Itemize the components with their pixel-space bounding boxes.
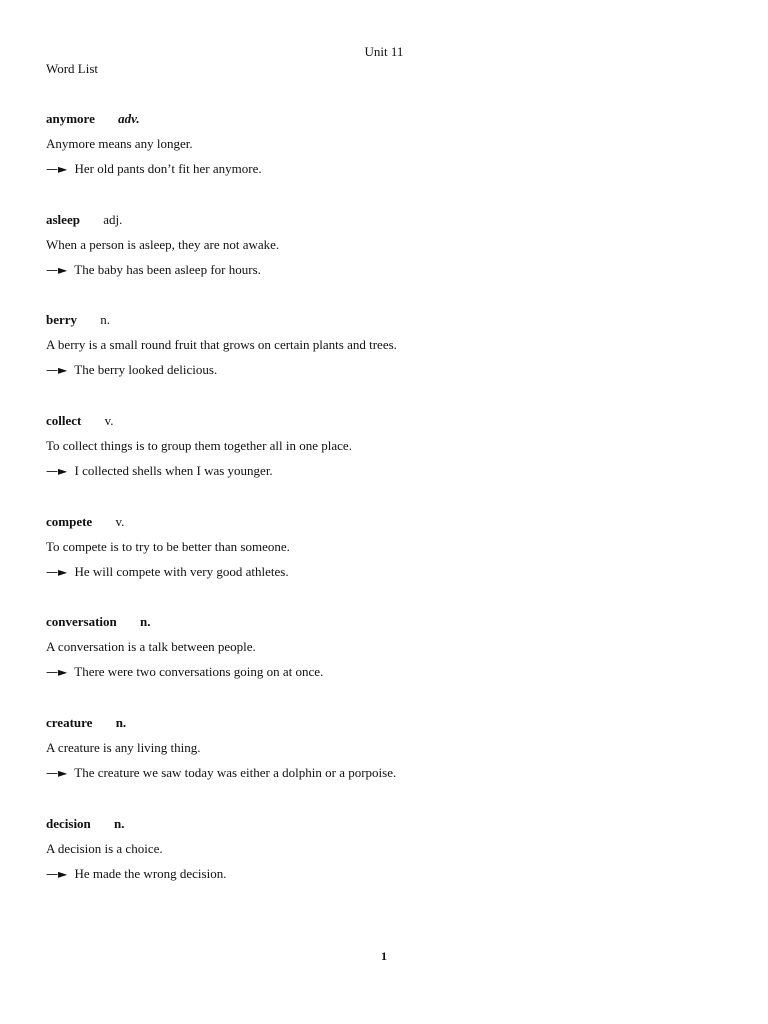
- word-entry: [46, 615, 726, 716]
- part-of-speech: adv.: [118, 111, 140, 126]
- arrow-icon: —►: [46, 866, 68, 881]
- word-entry-list: [46, 112, 726, 918]
- word-entry: [46, 515, 726, 616]
- example-sentence-line: [46, 665, 323, 678]
- headword: collect: [46, 413, 82, 429]
- headword: compete: [46, 513, 93, 529]
- part-of-speech: n.: [100, 312, 111, 328]
- example-sentence-line: [46, 162, 262, 175]
- arrow-icon: —►: [46, 363, 68, 378]
- example-sentence-line: [46, 263, 261, 276]
- definition-text: A creature is any living thing.: [46, 740, 201, 756]
- word-entry: [46, 112, 726, 213]
- headword: decision: [46, 815, 91, 831]
- entry-heading: [46, 716, 126, 732]
- page-number: 1: [381, 949, 387, 963]
- example-sentence: I collected shells when I was younger.: [74, 463, 273, 479]
- example-sentence: The baby has been asleep for hours.: [74, 261, 261, 277]
- arrow-icon: —►: [46, 564, 68, 579]
- word-entry: [46, 313, 726, 414]
- example-sentence: He made the wrong decision.: [74, 865, 227, 881]
- arrow-icon: —►: [46, 262, 68, 277]
- word-entry: [46, 213, 726, 314]
- part-of-speech: n.: [115, 715, 127, 731]
- word-entry: [46, 817, 726, 918]
- part-of-speech: n.: [114, 815, 125, 831]
- headword: creature: [46, 715, 93, 731]
- headword: asleep: [46, 211, 80, 227]
- example-sentence-line: [46, 867, 226, 880]
- definition-text: A berry is a small round fruit that grows on certain plants and trees.: [46, 337, 397, 353]
- word-entry: [46, 716, 726, 817]
- example-sentence: The creature we saw today was either a dolphin or a porpoise.: [74, 765, 397, 781]
- definition-text: A decision is a choice.: [46, 840, 163, 856]
- definition-text: A conversation is a talk between people.: [46, 639, 256, 655]
- entry-heading: [46, 414, 114, 430]
- entry-heading: [46, 615, 151, 631]
- part-of-speech: v.: [104, 413, 114, 429]
- example-sentence: He will compete with very good athletes.: [74, 563, 289, 579]
- part-of-speech: v.: [115, 513, 125, 529]
- arrow-icon: —►: [46, 464, 68, 479]
- example-sentence: Her old pants don’t fit her anymore.: [74, 161, 262, 176]
- definition-text: To compete is to try to be better than someone.: [46, 538, 290, 554]
- entry-heading: [46, 817, 125, 833]
- arrow-icon: —►: [46, 766, 68, 781]
- entry-heading: [46, 112, 140, 128]
- part-of-speech: adj.: [103, 211, 123, 227]
- example-sentence-line: [46, 464, 273, 477]
- headword: conversation: [46, 614, 117, 630]
- unit-title: Unit 11: [364, 44, 404, 59]
- definition-text: When a person is asleep, they are not awake.: [46, 236, 280, 252]
- entry-heading: [46, 313, 110, 329]
- arrow-icon: —►: [46, 162, 68, 176]
- example-sentence-line: [46, 363, 217, 376]
- definition-text: To collect things is to group them together all in one place.: [46, 438, 352, 454]
- entry-heading: [46, 213, 122, 229]
- entry-heading: [46, 515, 124, 531]
- arrow-icon: —►: [46, 665, 68, 680]
- headword: berry: [46, 312, 78, 328]
- example-sentence: The berry looked delicious.: [74, 362, 218, 378]
- definition-text: Anymore means any longer.: [46, 136, 193, 151]
- word-entry: [46, 414, 726, 515]
- word-list-title: Word List: [46, 61, 99, 76]
- example-sentence-line: [46, 565, 289, 578]
- example-sentence-line: [46, 766, 396, 779]
- part-of-speech: n.: [140, 614, 151, 630]
- headword: anymore: [46, 111, 95, 126]
- example-sentence: There were two conversations going on at once.: [74, 664, 324, 680]
